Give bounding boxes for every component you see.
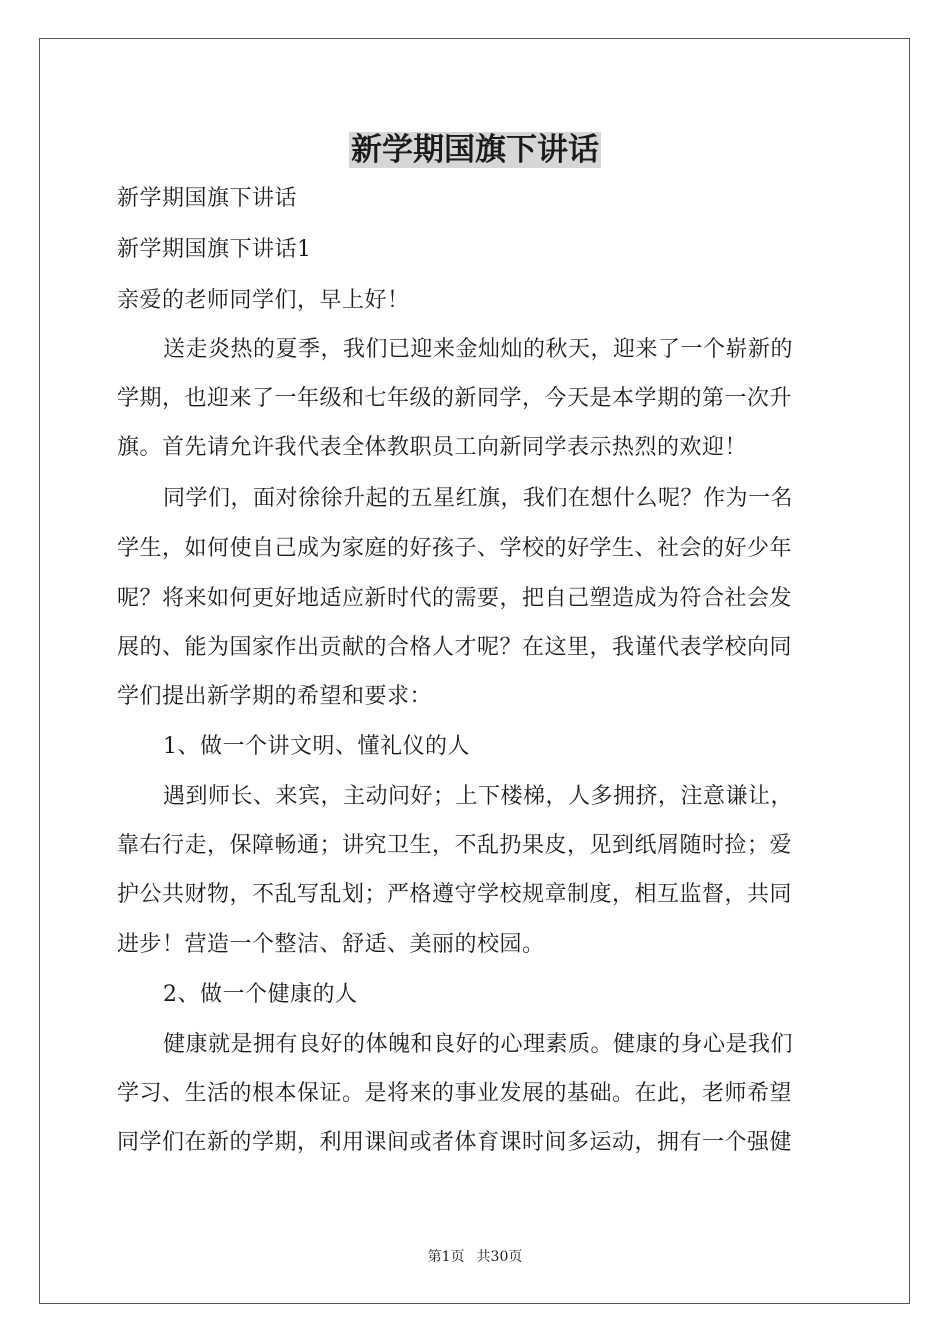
text-line-item-2: 2、做一个健康的人 bbox=[163, 982, 358, 1007]
page-total: 共30页 bbox=[476, 1249, 523, 1265]
page-footer bbox=[0, 1247, 950, 1267]
text-line: 进步！营造一个整洁、舒适、美丽的校园。 bbox=[117, 932, 545, 957]
text-line: 展的、能为国家作出贡献的合格人才呢？在这里，我谨代表学校向同 bbox=[117, 635, 793, 660]
text-line: 旗。首先请允许我代表全体教职员工向新同学表示热烈的欢迎！ bbox=[117, 435, 748, 460]
text-line: 靠右行走，保障畅通；讲究卫生，不乱扔果皮，见到纸屑随时捡；爱 bbox=[117, 833, 793, 858]
text-line: 送走炎热的夏季，我们已迎来金灿灿的秋天，迎来了一个崭新的 bbox=[163, 337, 794, 362]
text-line: 护公共财物，不乱写乱划；严格遵守学校规章制度，相互监督，共同 bbox=[117, 882, 793, 907]
text-line: 遇到师长、来宾，主动问好；上下楼梯，人多拥挤，注意谦让， bbox=[163, 784, 794, 809]
text-line: 健康就是拥有良好的体魄和良好的心理素质。健康的身心是我们 bbox=[163, 1032, 794, 1057]
text-line: 学习、生活的根本保证。是将来的事业发展的基础。在此，老师希望 bbox=[117, 1081, 793, 1106]
page-border bbox=[39, 38, 910, 1304]
text-line-subheading: 新学期国旗下讲话1 bbox=[117, 237, 312, 262]
text-line: 同学们，面对徐徐升起的五星红旗，我们在想什么呢？作为一名 bbox=[163, 486, 794, 511]
text-line: 学们提出新学期的希望和要求： bbox=[117, 684, 433, 709]
text-line: 同学们在新的学期，利用课间或者体育课时间多运动，拥有一个强健 bbox=[117, 1130, 793, 1155]
text-line-greeting: 亲爱的老师同学们，早上好！ bbox=[117, 288, 410, 313]
text-line-heading: 新学期国旗下讲话 bbox=[117, 186, 298, 211]
text-line: 学生，如何使自己成为家庭的好孩子、学校的好学生、社会的好少年 bbox=[117, 536, 793, 561]
document-title: 新学期国旗下讲话 bbox=[351, 132, 599, 168]
text-line: 学期，也迎来了一年级和七年级的新同学，今天是本学期的第一次升 bbox=[117, 386, 793, 411]
text-line: 呢？将来如何更好地适应新时代的需要，把自己塑造成为符合社会发 bbox=[117, 586, 793, 611]
text-line-item-1: 1、做一个讲文明、懂礼仪的人 bbox=[163, 734, 470, 759]
page-number: 第1页 bbox=[427, 1249, 465, 1265]
